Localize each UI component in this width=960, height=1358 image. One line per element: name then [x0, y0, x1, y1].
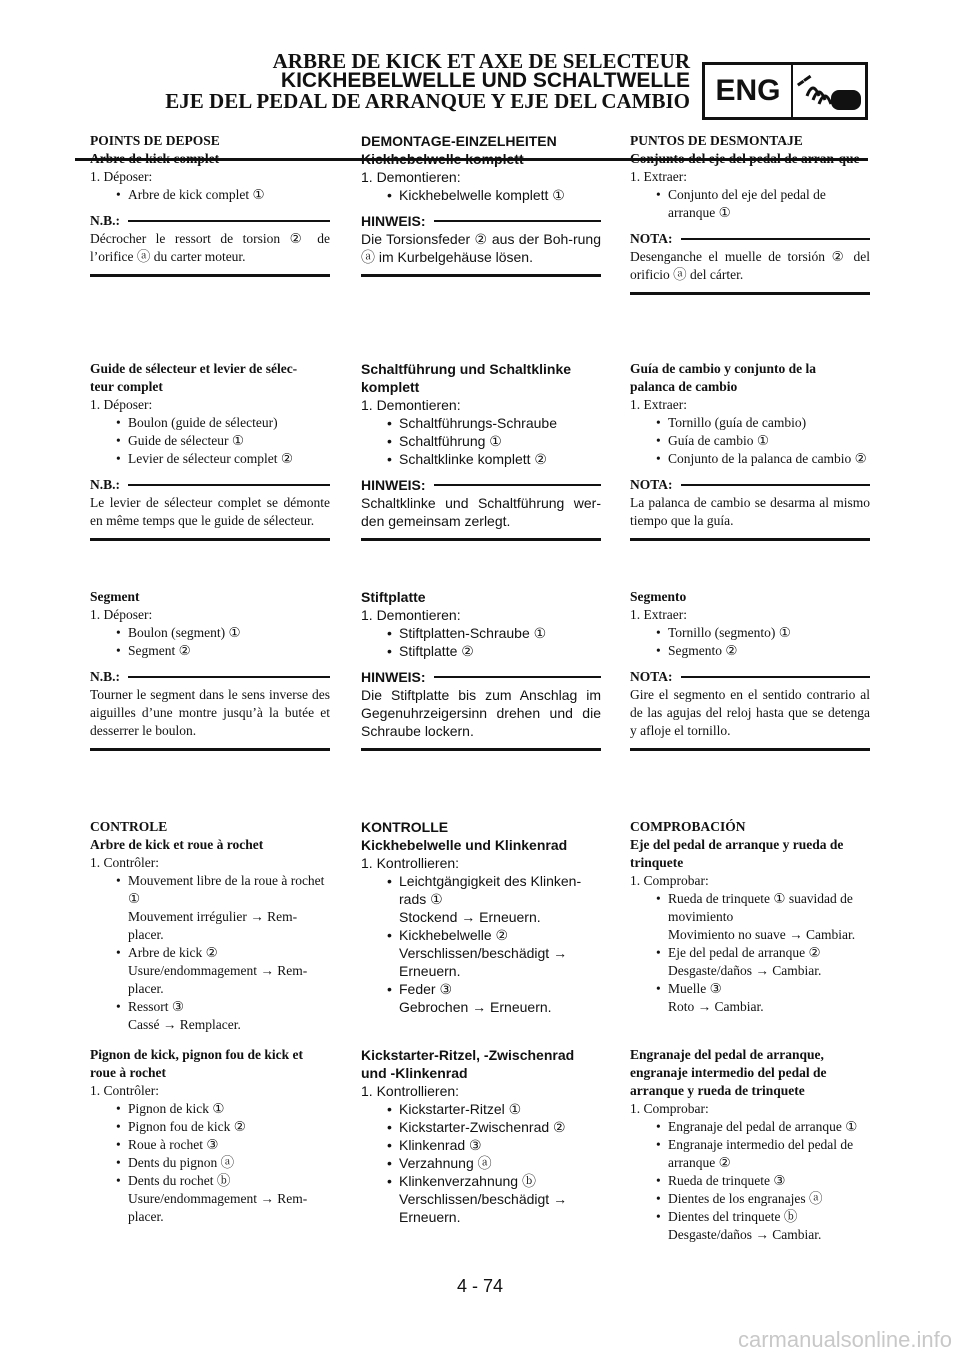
fr-s5-b2: • Pignon fou de kick ②: [90, 1118, 330, 1136]
page-header: [0, 40, 960, 130]
fr-s1-note: Décrocher le ressort de torsion ② de l’orifice ⓐ du carter moteur.: [90, 230, 330, 277]
es-s4-b2s: Desgaste/daños → Cambiar.: [668, 963, 822, 978]
es-s1-bullet: • Conjunto del eje del pedal de arranque ①: [630, 186, 870, 222]
es-s5-title1: Engranaje del pedal de arranque,: [630, 1047, 824, 1062]
note-rule: [434, 220, 601, 222]
es-section-desmontaje: [630, 132, 870, 295]
es-s1-note: Desenganche el muelle de torsión ② del orificio ⓐ del cárter.: [630, 248, 870, 295]
note-rule: [434, 676, 601, 678]
de-s2-title1: Schaltführung und Schaltklinke: [361, 361, 572, 377]
es-s3-b1: • Tornillo (segmento) ①: [630, 624, 870, 642]
es-s4-b3s: Roto → Cambiar.: [668, 999, 764, 1014]
es-s2-title2: palanca de cambio: [630, 379, 738, 394]
de-s2-b3: • Schaltklinke komplett ②: [361, 450, 601, 468]
fr-s5-step: 1. Contrôler:: [90, 1083, 159, 1098]
de-s4-b3s: Gebrochen → Erneuern.: [399, 999, 552, 1015]
fr-s1-title2: Arbre de kick complet: [90, 151, 220, 166]
eng-badge: [702, 62, 868, 120]
fr-s5-b4: • Dents du pignon ⓐ: [90, 1154, 330, 1172]
es-s3-b2: • Segmento ②: [630, 642, 870, 660]
de-s5-b2: • Kickstarter-Zwischenrad ②: [361, 1118, 601, 1136]
es-s4-b3: • Muelle ③: [630, 980, 870, 998]
de-s4-b2: • Kickhebelwelle ②: [361, 926, 601, 944]
de-s5-b3: • Klinkenrad ③: [361, 1136, 601, 1154]
de-section-schaltfuehrung: [361, 360, 601, 541]
de-s4-b2s: Verschlissen/beschädigt → Erneuern.: [399, 945, 568, 979]
de-s3-title1: Stiftplatte: [361, 589, 426, 605]
fr-s5-title2: roue à rochet: [90, 1065, 166, 1080]
de-s1-note-label: HINWEIS:: [361, 213, 426, 229]
fr-s4-b1s: Mouvement irrégulier → Rem-placer.: [128, 909, 298, 942]
fr-section-controle: [90, 818, 330, 1034]
es-s1-note-head: [630, 230, 870, 248]
fr-s3-b1: • Boulon (segment) ①: [90, 624, 330, 642]
de-s4-step: 1. Kontrollieren:: [361, 855, 460, 871]
es-s1-title2: Conjunto del eje del pedal de arran-que: [630, 151, 860, 166]
es-s3-note: Gire el segmento en el sentido contrario al de las agujas del reloj hasta que se detenga y afloje el tornillo.: [630, 686, 870, 751]
de-s2-title2: komplett: [361, 379, 420, 395]
de-s1-bullet: • Kickhebelwelle komplett ①: [361, 186, 601, 204]
es-section-engranaje: [630, 1046, 870, 1244]
es-s4-step: 1. Comprobar:: [630, 873, 709, 888]
de-s3-b2: • Stiftplatte ②: [361, 642, 601, 660]
note-rule: [128, 484, 330, 486]
es-section-segmento: [630, 588, 870, 751]
note-rule: [681, 676, 871, 678]
watermark: carmanualsonline.info: [737, 1327, 952, 1352]
es-s4-b1: • Rueda de trinquete ① suavidad de movimiento: [630, 890, 870, 926]
de-s1-title1: DEMONTAGE-EINZELHEITEN: [361, 133, 557, 149]
de-s4-title1: KONTROLLE: [361, 819, 449, 835]
fr-s5-title1: Pignon de kick, pignon fou de kick et: [90, 1047, 304, 1062]
de-s3-note-label: HINWEIS:: [361, 669, 426, 685]
es-s2-step: 1. Extraer:: [630, 397, 687, 412]
de-s2-b1: • Schaltführungs-Schraube: [361, 414, 601, 432]
de-s5-b4: • Verzahnung ⓐ: [361, 1154, 601, 1172]
header-title-es: EJE DEL PEDAL DE ARRANQUE Y EJE DEL CAMBIO: [165, 89, 690, 113]
es-s4-title2: Eje del pedal de arranque y rueda de trinquete: [630, 837, 844, 870]
de-s1-note: Die Torsionsfeder ② aus der Boh-rung ⓐ im Kurbelgehäuse lösen.: [361, 230, 601, 277]
note-rule: [128, 220, 330, 222]
fr-s3-step: 1. Déposer:: [90, 607, 153, 622]
fr-s5-b1: • Pignon de kick ①: [90, 1100, 330, 1118]
fr-s5-b3: • Roue à rochet ③: [90, 1136, 330, 1154]
de-s4-b3: • Feder ③: [361, 980, 601, 998]
es-s5-b2: • Engranaje intermedio del pedal de arranque ②: [630, 1136, 870, 1172]
fr-s2-note-label: N.B.:: [90, 477, 120, 492]
es-s5-b3: • Rueda de trinquete ③: [630, 1172, 870, 1190]
de-s4-b1: • Leichtgängigkeit des Klinken-rads ①: [361, 872, 601, 908]
es-s4-b2: • Eje del pedal de arranque ②: [630, 944, 870, 962]
fr-s4-b3: • Ressort ③: [90, 998, 330, 1016]
es-s1-note-label: NOTA:: [630, 231, 673, 246]
es-s3-note-label: NOTA:: [630, 669, 673, 684]
fr-s4-b2: • Arbre de kick ②: [90, 944, 330, 962]
es-s5-b5: • Dientes del trinquete ⓑ: [630, 1208, 870, 1226]
fr-s4-title1: CONTROLE: [90, 819, 168, 834]
es-section-guia: [630, 360, 870, 541]
de-section-stiftplatte: [361, 588, 601, 751]
fr-s1-bullet: • Arbre de kick complet ①: [90, 186, 330, 204]
fr-section-depose: [90, 132, 330, 277]
note-rule: [128, 676, 330, 678]
fr-s2-note-head: [90, 476, 330, 494]
fr-section-segment: [90, 588, 330, 751]
fr-s4-title2: Arbre de kick et roue à rochet: [90, 837, 264, 852]
de-s2-b2: • Schaltführung ①: [361, 432, 601, 450]
de-s2-note-label: HINWEIS:: [361, 477, 426, 493]
fr-s5-b5: • Dents du rochet ⓑ: [90, 1172, 330, 1190]
es-section-comprobacion: [630, 818, 870, 1016]
fr-s4-b3s: Cassé → Remplacer.: [128, 1017, 241, 1032]
es-s2-title1: Guía de cambio y conjunto de la: [630, 361, 817, 376]
es-s1-step: 1. Extraer:: [630, 169, 687, 184]
de-s5-title2: und -Klinkenrad: [361, 1065, 468, 1081]
es-s4-title1: COMPROBACIÓN: [630, 819, 746, 834]
es-s2-b2: • Guía de cambio ①: [630, 432, 870, 450]
fr-s3-title1: Segment: [90, 589, 140, 604]
es-s5-b1: • Engranaje del pedal de arranque ①: [630, 1118, 870, 1136]
de-s5-b5: • Klinkenverzahnung ⓑ: [361, 1172, 601, 1190]
de-s5-b1: • Kickstarter-Ritzel ①: [361, 1100, 601, 1118]
fr-s2-note: Le levier de sélecteur complet se démonte en même temps que le guide de sélecteur.: [90, 494, 330, 541]
es-s3-note-head: [630, 668, 870, 686]
es-s5-step: 1. Comprobar:: [630, 1101, 709, 1116]
header-title-de: KICKHEBELWELLE UND SCHALTWELLE: [280, 69, 690, 92]
es-s2-note: La palanca de cambio se desarma al mismo tiempo que la guía.: [630, 494, 870, 541]
fr-s2-b2: • Guide de sélecteur ①: [90, 432, 330, 450]
es-s2-b1: • Tornillo (guía de cambio): [630, 414, 870, 432]
de-s5-step: 1. Kontrollieren:: [361, 1083, 460, 1099]
de-s3-b1: • Stiftplatten-Schraube ①: [361, 624, 601, 642]
es-s4-b1s: Movimiento no suave → Cambiar.: [668, 927, 856, 942]
header-title-fr: ARBRE DE KICK ET AXE DE SELECTEUR: [272, 49, 690, 73]
es-s2-b3: • Conjunto de la palanca de cambio ②: [630, 450, 870, 468]
fr-s3-note: Tourner le segment dans le sens inverse des aiguilles d’une montre jusqu’à la butée et desserrer le boulon.: [90, 686, 330, 751]
fr-s1-note-label: N.B.:: [90, 213, 120, 228]
de-s2-note-head: [361, 476, 601, 494]
page-number: 4 - 74: [456, 1276, 504, 1296]
note-rule: [681, 484, 871, 486]
de-s1-note-head: [361, 212, 601, 230]
fr-s4-step: 1. Contrôler:: [90, 855, 159, 870]
es-s2-note-head: [630, 476, 870, 494]
es-s5-title2: engranaje intermedio del pedal de arranque y rueda de trinquete: [630, 1065, 827, 1098]
de-section-kontrolle: [361, 818, 601, 1016]
fr-s2-b1: • Boulon (guide de sélecteur): [90, 414, 330, 432]
fr-s1-step: 1. Déposer:: [90, 169, 153, 184]
fr-s1-note-head: [90, 212, 330, 230]
es-s3-title1: Segmento: [630, 589, 687, 604]
fr-s5-b5s: Usure/endommagement → Rem-placer.: [128, 1191, 308, 1224]
fr-s2-step: 1. Déposer:: [90, 397, 153, 412]
de-s3-note-head: [361, 668, 601, 686]
fr-s3-b2: • Segment ②: [90, 642, 330, 660]
de-s1-title2: Kickhebelwelle komplett: [361, 151, 524, 167]
de-s2-step: 1. Demontieren:: [361, 397, 461, 413]
es-s3-step: 1. Extraer:: [630, 607, 687, 622]
de-s4-b1s: Stockend → Erneuern.: [399, 909, 541, 925]
es-s2-note-label: NOTA:: [630, 477, 673, 492]
fr-s3-note-head: [90, 668, 330, 686]
fr-section-guide: [90, 360, 330, 541]
de-s3-step: 1. Demontieren:: [361, 607, 461, 623]
de-s5-title1: Kickstarter-Ritzel, -Zwischenrad: [361, 1047, 575, 1063]
fr-s4-b1: • Mouvement libre de la roue à rochet ①: [90, 872, 330, 908]
de-s2-note: Schaltklinke und Schaltführung wer-den gemeinsam zerlegt.: [361, 494, 601, 541]
de-section-demontage: [361, 132, 601, 277]
spring-coil-icon: [793, 65, 865, 117]
de-s3-note: Die Stiftplatte bis zum Anschlag im Gegenuhrzeigersinn drehen und die Schraube lockern.: [361, 686, 601, 751]
de-section-ritzel: [361, 1046, 601, 1226]
fr-s4-b2s: Usure/endommagement → Rem-placer.: [128, 963, 308, 996]
fr-section-pignon: [90, 1046, 330, 1226]
fr-s1-title1: POINTS DE DEPOSE: [90, 133, 220, 148]
es-s1-title1: PUNTOS DE DESMONTAJE: [630, 133, 803, 148]
eng-badge-label: ENG: [705, 65, 793, 117]
fr-s2-title1: Guide de sélecteur et levier de sélec-: [90, 361, 298, 376]
de-s1-step: 1. Demontieren:: [361, 169, 461, 185]
de-s4-title2: Kickhebelwelle und Klinkenrad: [361, 837, 568, 853]
fr-s3-note-label: N.B.:: [90, 669, 120, 684]
es-s5-b4: • Dientes de los engranajes ⓐ: [630, 1190, 870, 1208]
es-s5-b5s: Desgaste/daños → Cambiar.: [668, 1227, 822, 1242]
de-s5-b5s: Verschlissen/beschädigt → Erneuern.: [399, 1191, 568, 1225]
note-rule: [434, 484, 601, 486]
fr-s2-title2: teur complet: [90, 379, 163, 394]
note-rule: [681, 238, 871, 240]
fr-s2-b3: • Levier de sélecteur complet ②: [90, 450, 330, 468]
